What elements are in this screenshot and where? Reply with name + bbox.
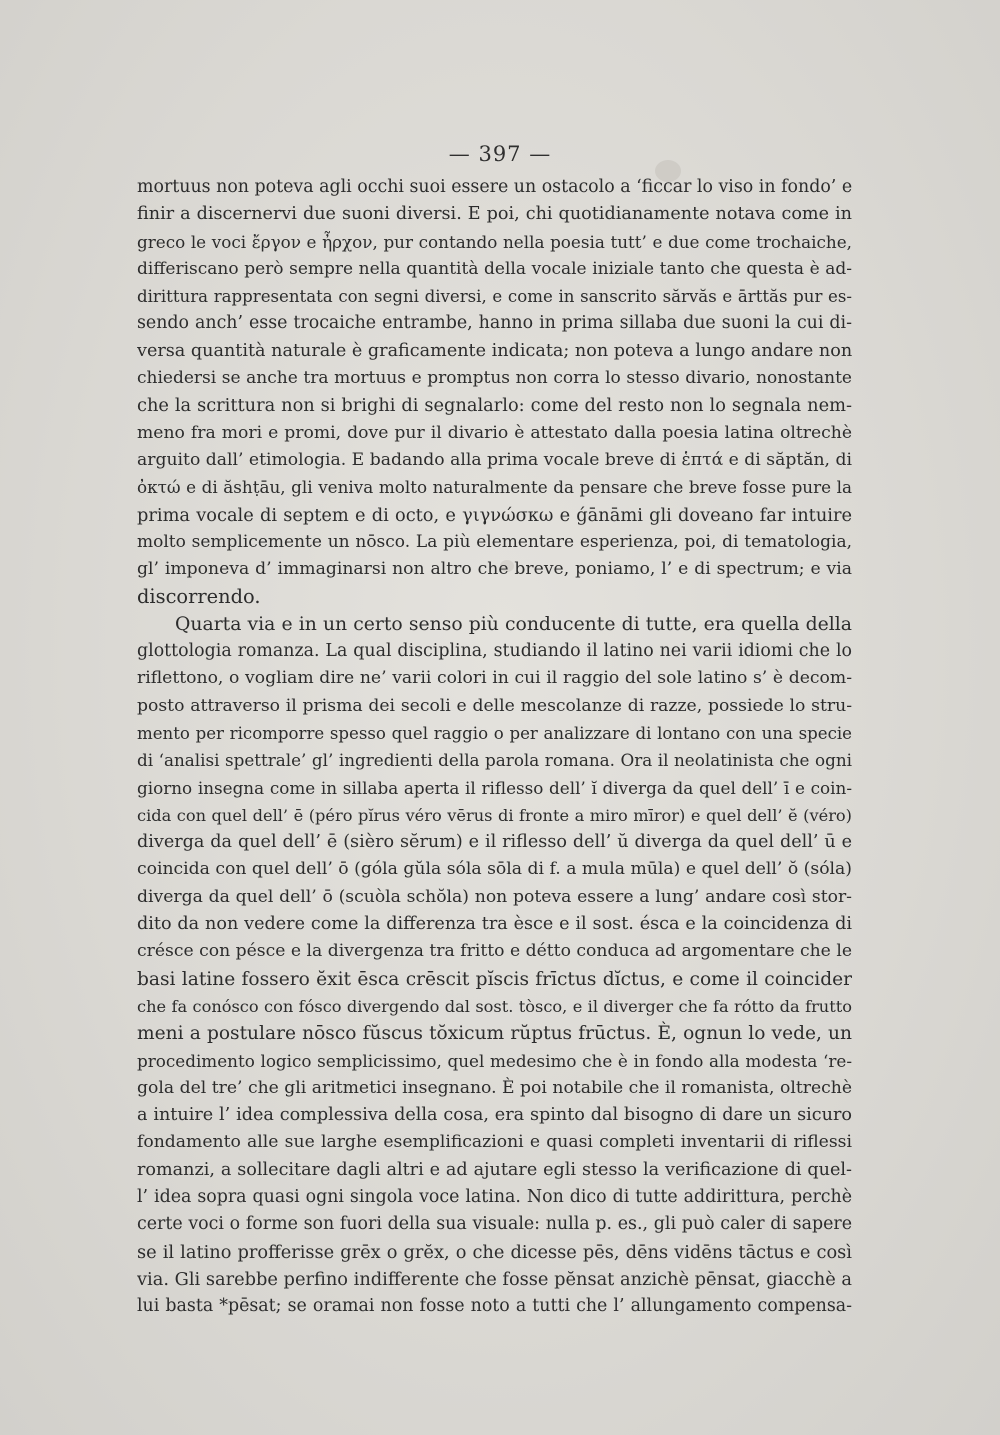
text-line: procedimento logico semplicissimo, quel medesimo che è in fondo alla modesta ‘re- xyxy=(137,1050,852,1071)
text-line: prima vocale di septem e di octo, e γιγνώσκω e ǵānāmi gli doveano far intuire xyxy=(137,504,852,526)
text-line: posto attraverso il prisma dei secoli e delle mescolanze di razze, possiede lo stru- xyxy=(137,695,852,716)
text-line: dirittura rappresentata con segni diversi, e come in sanscrito sărvăs e ārttăs pur es- xyxy=(137,287,852,307)
text-line: certe voci o forme son fuori della sua visuale: nulla p. es., gli può caler di sapere xyxy=(137,1214,852,1235)
text-line: giorno insegna come in sillaba aperta il riflesso dell’ ĭ diverga da quel dell’ ī e coin- xyxy=(137,777,852,798)
text-line: glottologia romanza. La qual disciplina, studiando il latino nei varii idiomi che lo xyxy=(137,641,852,662)
text-line: molto semplicemente un nōsco. La più elementare esperienza, poi, di tematologia, xyxy=(137,531,852,552)
text-line: basi latine fossero ĕxit ēsca crēscit pĭscis frīctus dĭctus, e come il coincider xyxy=(137,968,852,990)
text-line: mento per ricomporre spesso quel raggio o per analizzare di lontano con una specie xyxy=(137,723,852,743)
text-line: dito da non vedere come la differenza tra èsce e il sost. ésca e la coincidenza di xyxy=(137,914,852,935)
text-line: di ‘analisi spettrale’ gl’ ingredienti della parola romana. Ora il neolatinista che ogni xyxy=(137,750,852,771)
text-line: arguito dall’ etimologia. E badando alla prima vocale breve di ἑπτά e di săptăn, di xyxy=(137,449,852,470)
text-line: a intuire l’ idea complessiva della cosa, era spinto dal bisogno di dare un sicuro xyxy=(137,1105,852,1126)
text-line: gl’ imponeva d’ immaginarsi non altro che breve, poniamo, l’ e di spectrum; e via xyxy=(137,559,852,580)
text-line: crésce con pésce e la divergenza tra fritto e détto conduca ad argomentare che le xyxy=(137,941,852,962)
paragraph-first-line: Quarta via e in un certo senso più conducente di tutte, era quella della xyxy=(175,613,852,635)
text-line: ὀκτώ e di ăshṭāu, gli veniva molto naturalmente da pensare che breve fosse pure la xyxy=(137,477,852,498)
text-line: coincida con quel dell’ ō (góla gŭla sóla sōla di f. a mula mūla) e quel dell’ ŏ (sóla) xyxy=(137,859,852,880)
text-line: meni a postulare nōsco fŭscus tŏxicum rŭptus frūctus. È, ognun lo vede, un xyxy=(137,1023,852,1045)
text-line: se il latino profferisse grēx o grĕx, o che dicesse pēs, dēns vidēns tāctus e così xyxy=(137,1241,852,1263)
paragraph-end-line: discorrendo. xyxy=(137,585,261,609)
text-line: finir a discernervi due suoni diversi. E poi, chi quotidianamente notava come in xyxy=(137,204,852,225)
body-text xyxy=(137,174,852,1320)
text-line: diverga da quel dell’ ē (sièro sĕrum) e il riflesso dell’ ŭ diverga da quel dell’ ū e xyxy=(137,832,852,853)
text-line: sendo anch’ esse trocaiche entrambe, hanno in prima sillaba due suoni la cui di- xyxy=(137,313,852,334)
text-line: meno fra mori e promi, dove pur il divario è attestato dalla poesia latina oltrechè xyxy=(137,422,852,443)
text-line: cida con quel dell’ ē (péro pĭrus véro vērus di fronte a miro mīror) e quel dell’ ĕ (véro) xyxy=(137,805,852,825)
text-line: mortuus non poteva agli occhi suoi essere un ostacolo a ‘ficcar lo viso in fondo’ e xyxy=(137,177,852,197)
text-line: riflettono, o vogliam dire ne’ varii colori in cui il raggio del sole latino s’ è decom- xyxy=(137,668,852,689)
text-line: diverga da quel dell’ ō (scuòla schŏla) non poteva essere a lung’ andare così stor- xyxy=(137,886,852,907)
text-line: l’ idea sopra quasi ogni singola voce latina. Non dico di tutte addirittura, perchè xyxy=(137,1186,852,1207)
text-line: versa quantità naturale è graficamente indicata; non poteva a lungo andare non xyxy=(137,340,852,361)
text-line: via. Gli sarebbe perfino indifferente che fosse pĕnsat anzichè pēnsat, giacchè a xyxy=(137,1268,852,1290)
text-line: che fa conósco con fósco divergendo dal sost. tòsco, e il diverger che fa rótto da frutto xyxy=(137,996,852,1016)
page-number: — 397 — xyxy=(448,142,552,166)
text-line: che la scrittura non si brighi di segnalarlo: come del resto non lo segnala nem- xyxy=(137,395,852,417)
text-line: gola del tre’ che gli aritmetici insegnano. È poi notabile che il romanista, oltrechè xyxy=(137,1077,852,1098)
text-line: greco le voci ἔργον e ἦρχον, pur contando nella poesia tutt’ e due come trochaiche, xyxy=(137,231,852,252)
text-line: fondamento alle sue larghe esemplificazioni e quasi completi inventarii di riflessi xyxy=(137,1132,852,1153)
text-line: differiscano però sempre nella quantità della vocale iniziale tanto che questa è ad- xyxy=(137,258,852,279)
text-line: romanzi, a sollecitare dagli altri e ad ajutare egli stesso la verificazione di quel- xyxy=(137,1159,852,1180)
text-line: chiedersi se anche tra mortuus e promptus non corra lo stesso divario, nonostante xyxy=(137,368,852,389)
text-line: lui basta *pēsat; se oramai non fosse noto a tutti che l’ allungamento compensa- xyxy=(137,1296,852,1317)
